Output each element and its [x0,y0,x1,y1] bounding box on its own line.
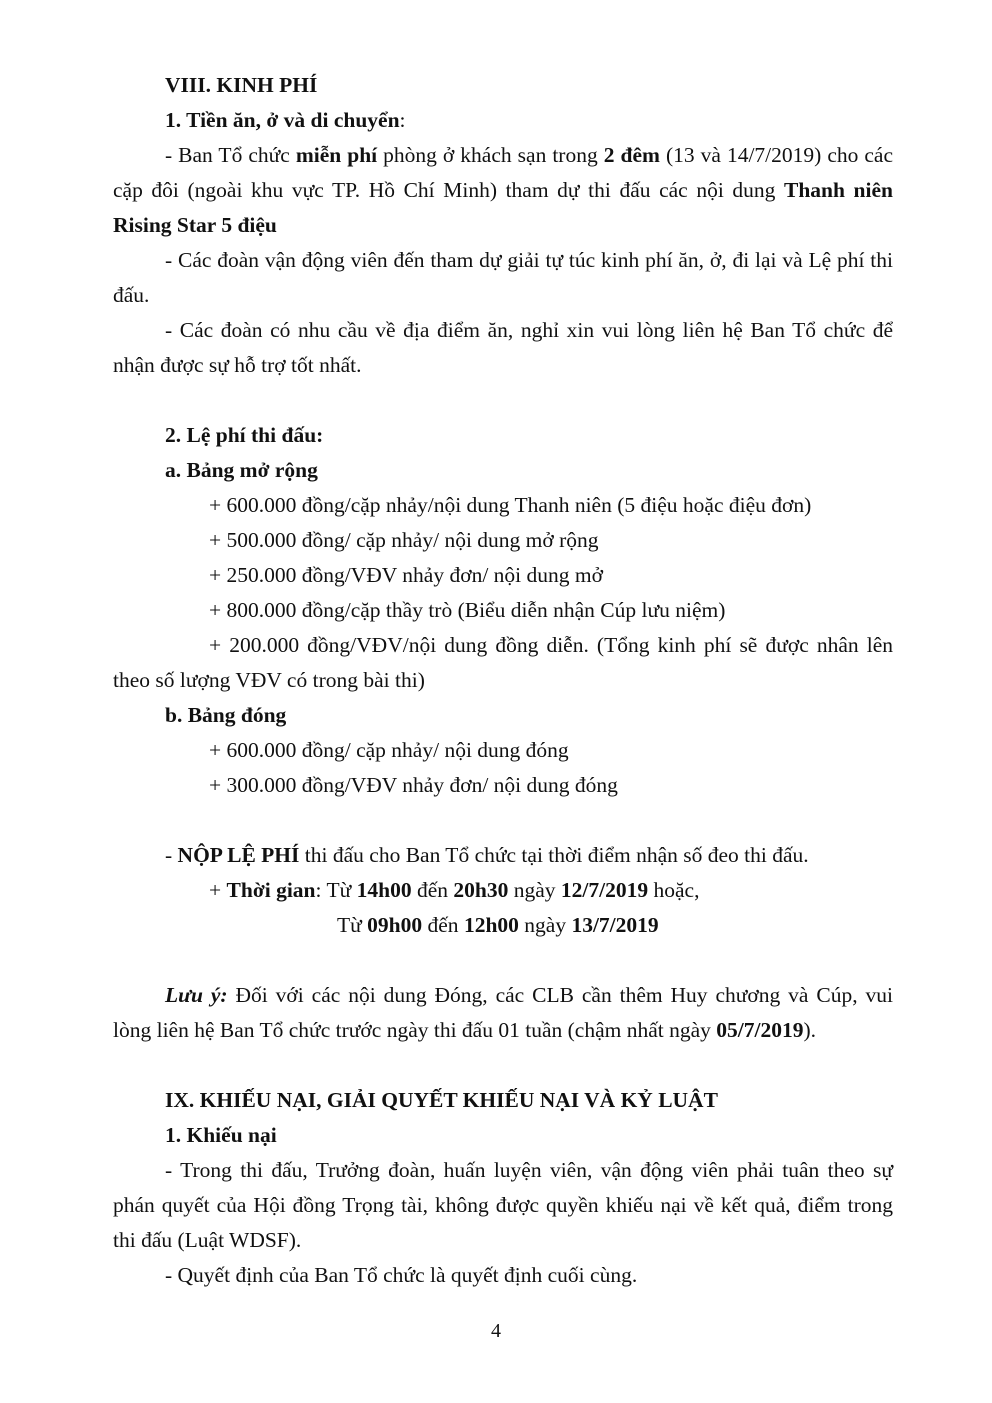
time-start: 14h00 [356,878,412,902]
text: thi đấu cho Ban Tổ chức tại thời điểm nhận số đeo thi đấu. [299,843,809,867]
paragraph-payment [113,838,893,873]
subheading-closed-board: b. Bảng đóng [165,703,287,727]
label-time: Thời gian [226,878,316,902]
text: - [165,843,178,867]
spacer [113,383,893,418]
text: Từ [337,913,368,937]
note-label: Lưu ý: [165,983,228,1007]
paragraph-contact-organizer: - Các đoàn có nhu cầu về địa điểm ăn, nghỉ xin vui lòng liên hệ Ban Tổ chức để nhận được sự hỗ trợ tốt nhất. [113,318,893,377]
fee-item: + 800.000 đồng/cặp thầy trò (Biểu diễn nhận Cúp lưu niệm) [209,598,726,622]
document-page [113,68,893,1293]
deadline-date: 05/7/2019 [716,1018,804,1042]
text: (13 và 14/7/2019) cho các cặp đôi (ngoài khu vực TP. Hồ Chí Minh) tham dự thi đấu các nội dung [113,143,893,202]
text: ngày [518,913,572,937]
text: Đối với các nội dung Đóng, các CLB cần thêm Huy chương và Cúp, vui lòng liên hệ Ban Tổ chức trước ngày thi đấu 01 tuần (chậm nhất ngày [113,983,893,1042]
fee-item: + 300.000 đồng/VĐV nhảy đơn/ nội dung đóng [209,773,618,797]
paragraph-note [113,978,893,1048]
text: phòng ở khách sạn trong [377,143,604,167]
date: 13/7/2019 [571,913,659,937]
heading-complaints: 1. Khiếu nại [165,1123,277,1147]
time-end: 12h00 [463,913,519,937]
fee-item: + 600.000 đồng/ cặp nhảy/ nội dung đóng [209,738,569,762]
spacer [113,803,893,838]
emphasis-pay-fee: NỘP LỆ PHÍ [177,843,300,867]
time-start: 09h00 [367,913,423,937]
section-title-funding: VIII. KINH PHÍ [165,73,318,97]
fee-item: + 500.000 đồng/ cặp nhảy/ nội dung mở rộng [209,528,599,552]
paragraph-final-decision: - Quyết định của Ban Tổ chức là quyết định cuối cùng. [165,1263,638,1287]
emphasis-free: miễn phí [295,143,378,167]
time-end: 20h30 [453,878,509,902]
heading-entry-fee: 2. Lệ phí thi đấu: [165,423,324,447]
text: đến [422,913,464,937]
heading-text: 1. Tiền ăn, ở và di chuyển [165,108,400,132]
heading-colon: : [399,108,406,132]
text: - Ban Tổ chức [165,143,296,167]
text: + [209,878,227,902]
paragraph-self-funded: - Các đoàn vận động viên đến tham dự giải tự túc kinh phí ăn, ở, đi lại và Lệ phí thi đấu. [113,248,893,307]
payment-time-line-2 [113,908,893,943]
heading-food-lodging-travel [113,103,893,138]
text: hoặc, [648,878,700,902]
emphasis-category: Thanh niên Rising Star 5 điệu [113,178,893,237]
fee-item: + 200.000 đồng/VĐV/nội dung đồng diễn. (Tổng kinh phí sẽ được nhân lên theo số lượng VĐV có trong bài thi) [113,633,893,692]
fee-item: + 250.000 đồng/VĐV nhảy đơn/ nội dung mở [209,563,603,587]
emphasis-nights: 2 đêm [603,143,660,167]
text: ngày [508,878,561,902]
fee-item: + 600.000 đồng/cặp nhảy/nội dung Thanh niên (5 điệu hoặc điệu đơn) [209,493,812,517]
page-number: 4 [491,1320,501,1342]
payment-time-line-1 [113,873,893,908]
spacer [113,1048,893,1083]
paragraph-referee-decision: - Trong thi đấu, Trưởng đoàn, huấn luyện viên, vận động viên phải tuân theo sự phán quyết của Hội đồng Trọng tài, không được quyền khiếu nại về kết quả, điểm trong thi đấu (Luật WDSF). [113,1158,893,1252]
spacer [113,943,893,978]
text: : Từ [315,878,357,902]
subheading-open-board: a. Bảng mở rộng [165,458,318,482]
text: ). [803,1018,817,1042]
text: đến [411,878,454,902]
paragraph-free-hotel [113,138,893,243]
section-title-complaints: IX. KHIẾU NẠI, GIẢI QUYẾT KHIẾU NẠI VÀ KỶ LUẬT [165,1088,718,1112]
date: 12/7/2019 [560,878,649,902]
